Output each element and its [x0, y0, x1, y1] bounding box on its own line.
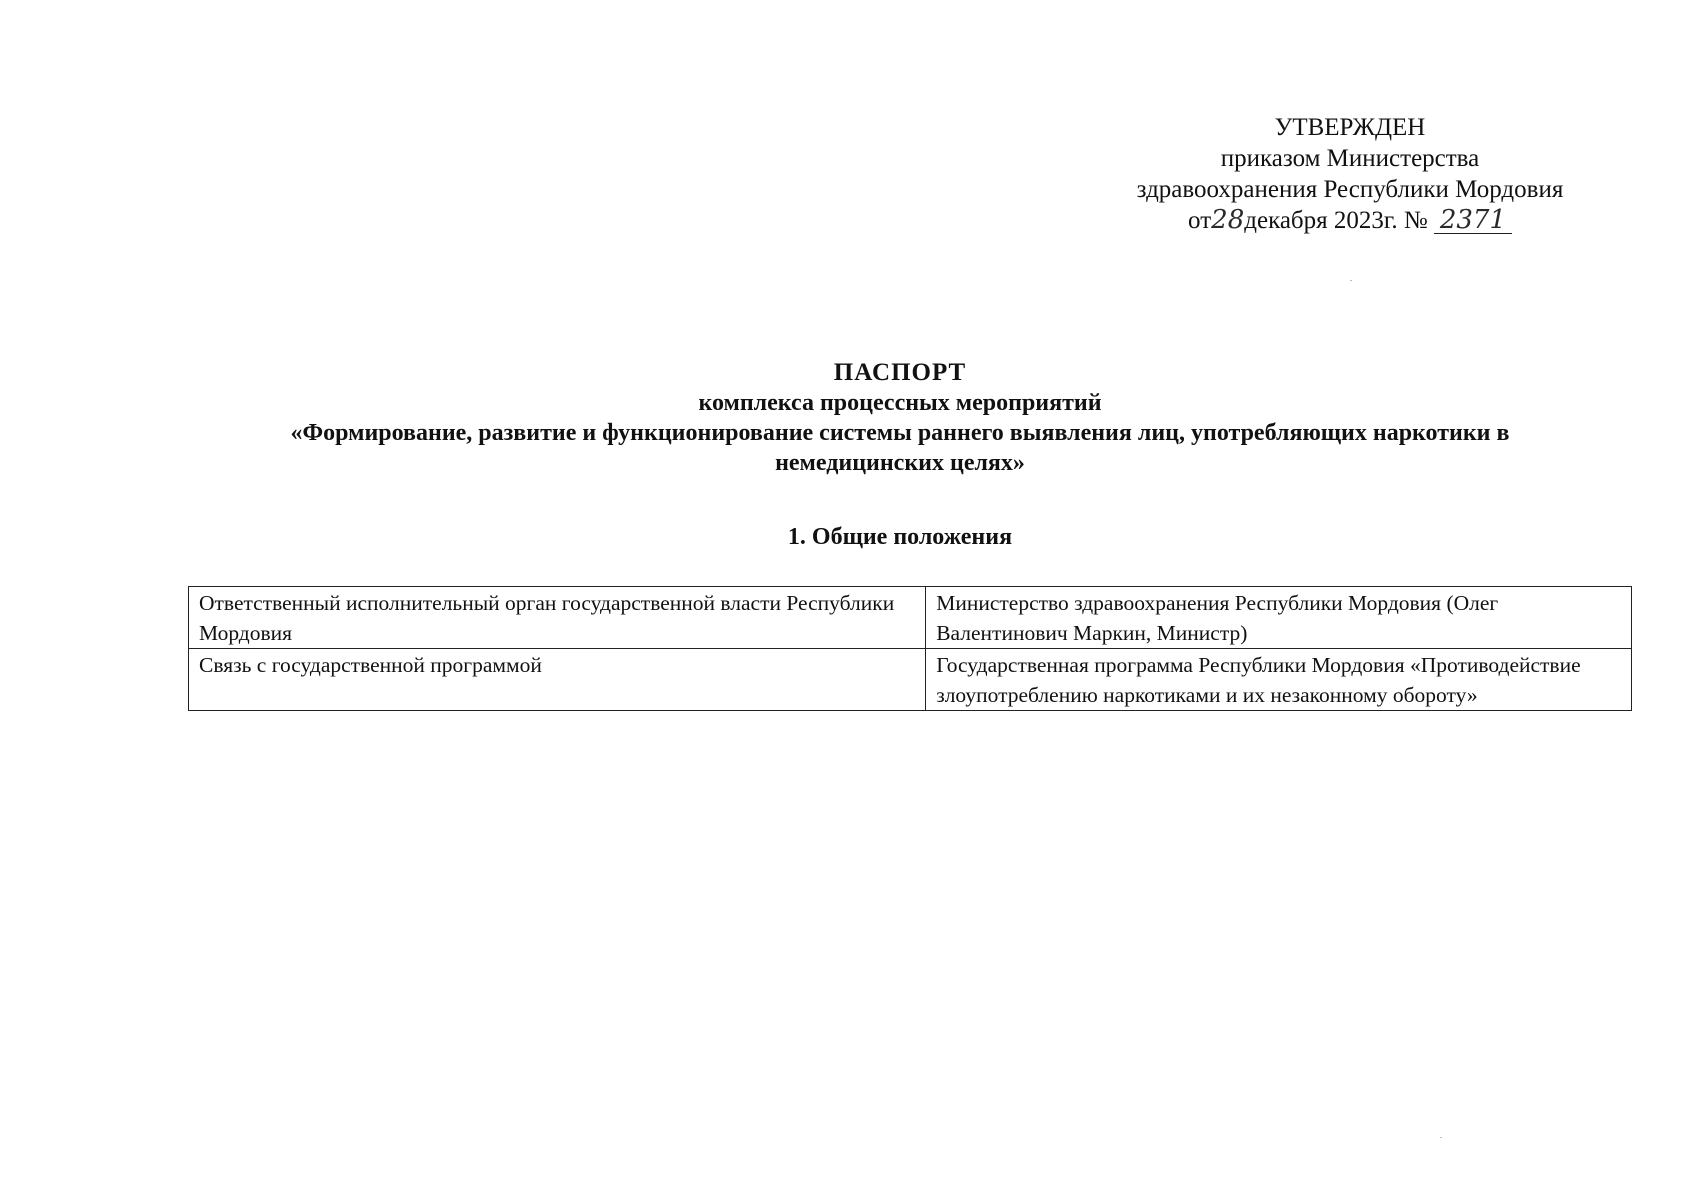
document-name-line-1: «Формирование, развитие и функционирование системы раннего выявления лиц, употребляющих наркотики в [290, 420, 1510, 446]
approval-number-field [1434, 205, 1512, 235]
approval-date-line [1080, 205, 1620, 236]
scan-speck [1350, 280, 1352, 281]
approval-line-order: приказом Министерства [1220, 145, 1480, 172]
document-subtitle: комплекса процессных мероприятий [698, 390, 1102, 416]
approval-status: УТВЕРЖДЕН [1274, 114, 1426, 141]
scan-speck [1440, 1137, 1442, 1138]
table-cell-value: Министерство здравоохранения Республики Мордовия (Олег Валентинович Маркин, Министр) [926, 587, 1632, 649]
approval-date-rest: декабря 2023г. № [1244, 207, 1428, 234]
table-row [189, 587, 1632, 649]
approval-block [1080, 112, 1620, 236]
approval-line-ministry: здравоохранения Республики Мордовия [1136, 176, 1564, 203]
general-provisions-table [188, 586, 1632, 711]
document-name-line-2: немедицинских целях» [775, 450, 1025, 476]
document-title: ПАСПОРТ [833, 359, 967, 386]
document-title-block [150, 358, 1650, 478]
table-row [189, 649, 1632, 711]
table-cell-label: Связь с государственной программой [189, 649, 926, 711]
approval-date-prefix: от [1188, 207, 1212, 234]
approval-number-handwritten: 2371 [1439, 205, 1507, 235]
approval-date-day-handwritten: 28 [1211, 205, 1245, 235]
table-cell-value: Государственная программа Республики Мордовия «Противодействие злоупотреблению наркотиками и их незаконному обороту» [926, 649, 1632, 711]
section-heading: 1. Общие положения [787, 524, 1013, 550]
table-cell-label: Ответственный исполнительный орган государственной власти Республики Мордовия [189, 587, 926, 649]
